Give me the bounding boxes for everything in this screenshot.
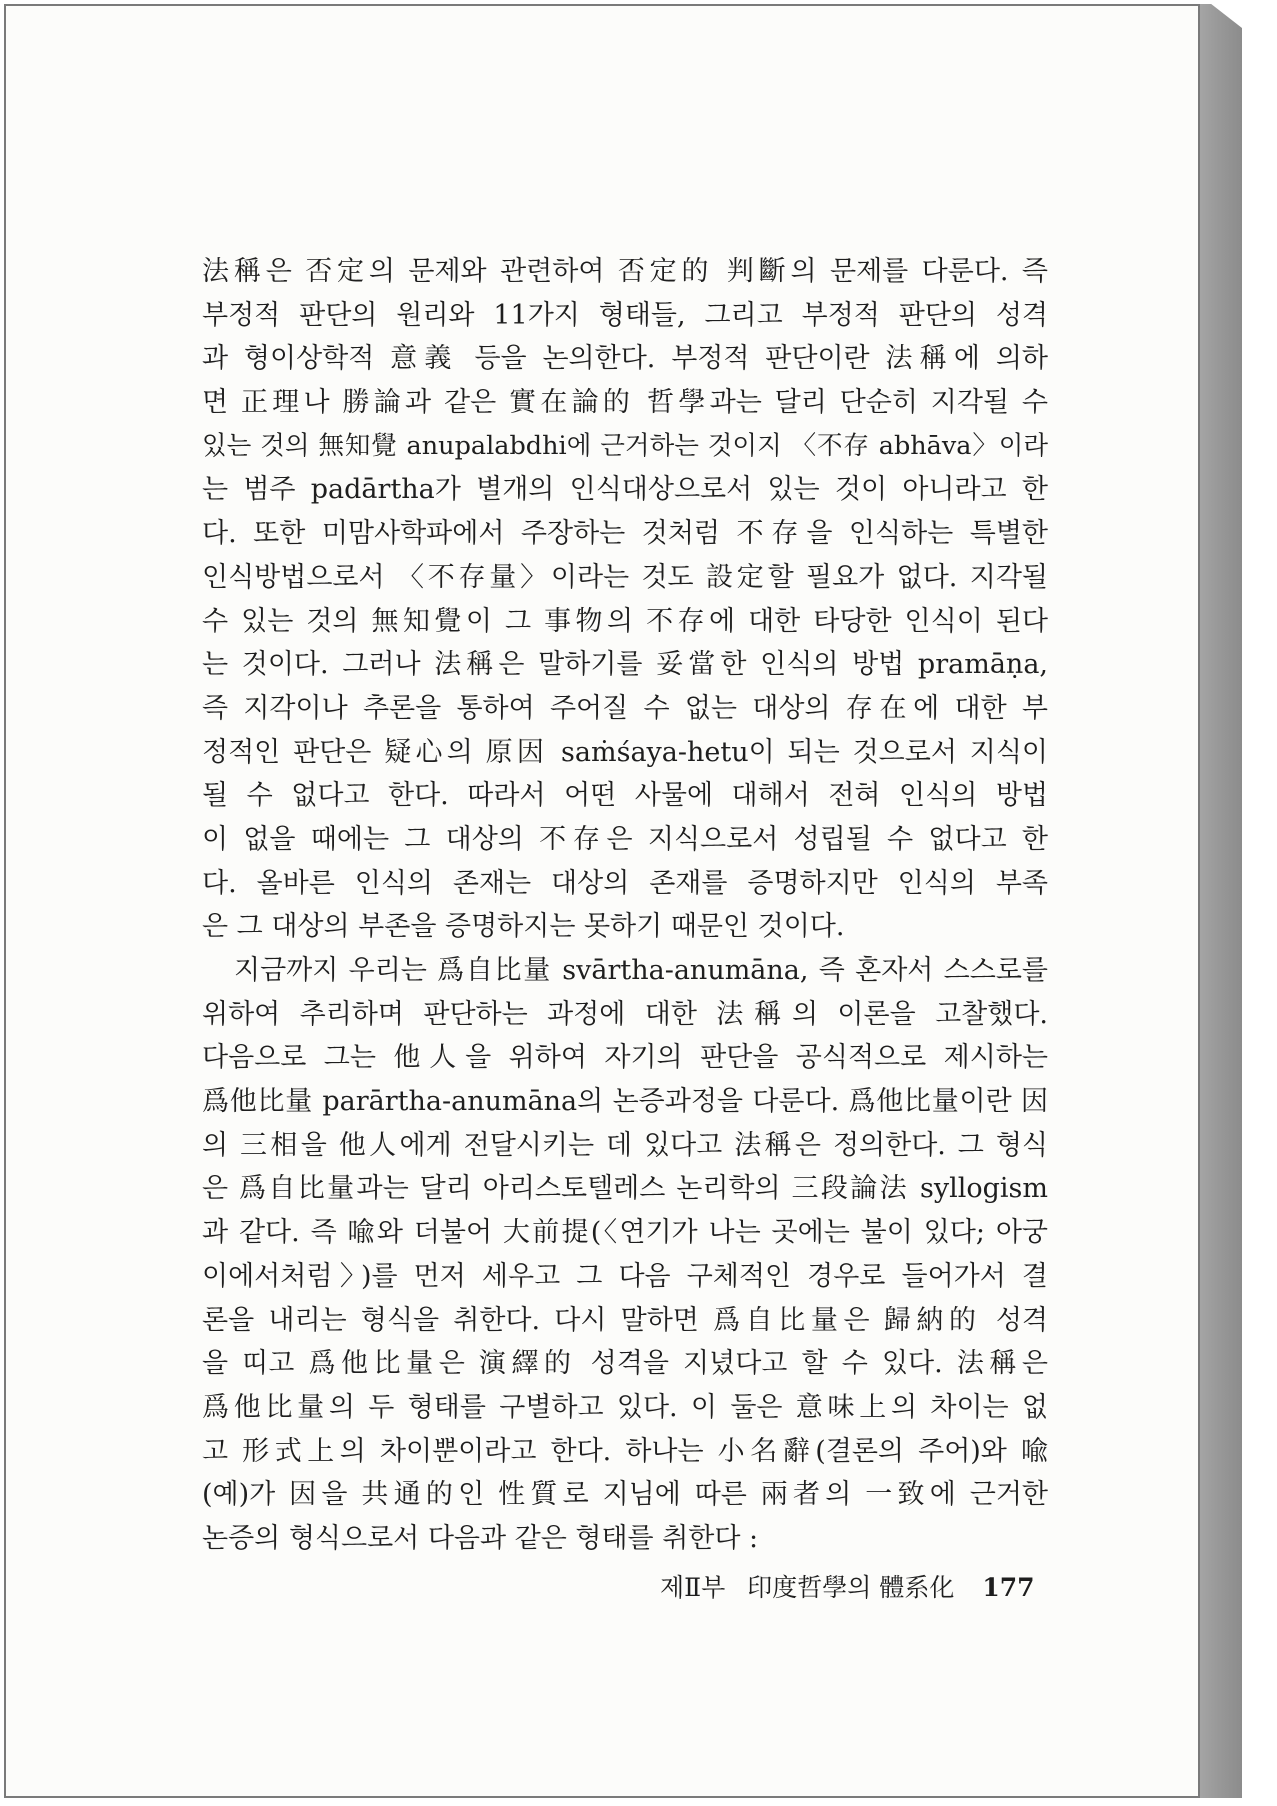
text-line: 는 것이다. 그러나 法稱은 말하기를 妥當한 인식의 방법 pramāṇa, xyxy=(202,649,1048,681)
text-line: 수 있는 것의 無知覺이 그 事物의 不存에 대한 타당한 인식이 된다 xyxy=(202,605,1048,637)
text-line: 을 띠고 爲他比量은 演繹的 성격을 지녔다고 할 수 있다. 法稱은 xyxy=(202,1348,1048,1380)
text-line: 다음으로 그는 他人을 위하여 자기의 판단을 공식적으로 제시하는 xyxy=(202,1042,1048,1074)
footer-chapter-title: 印度哲學의 體系化 xyxy=(747,1573,955,1602)
text-line: (예)가 因을 共通的인 性質로 지님에 따른 兩者의 一致에 근거한 xyxy=(202,1479,1048,1511)
text-line: 과 같다. 즉 喩와 더불어 大前提(〈연기가 나는 곳에는 불이 있다; 아궁 xyxy=(202,1217,1048,1249)
footer-part-label: 제Ⅱ부 xyxy=(660,1573,726,1602)
text-line: 爲他比量 parārtha-anumāna의 논증과정을 다룬다. 爲他比量이란 因 xyxy=(202,1086,1048,1118)
text-line: 이 없을 때에는 그 대상의 不存은 지식으로서 성립될 수 없다고 한 xyxy=(202,823,1048,855)
paragraph-first-line: 지금까지 우리는 爲自比量 svārtha-anumāna, 즉 혼자서 스스로를 xyxy=(234,955,1048,986)
text-line: 즉 지각이나 추론을 통하여 주어질 수 없는 대상의 存在에 대한 부 xyxy=(202,692,1048,724)
text-line: 정적인 판단은 疑心의 原因 saṁśaya-hetu이 되는 것으로서 지식이 xyxy=(202,736,1048,768)
text-line: 은 爲自比量과는 달리 아리스토텔레스 논리학의 三段論法 syllogism xyxy=(202,1173,1048,1205)
page-number: 177 xyxy=(982,1573,1035,1602)
body-text xyxy=(202,250,1048,1561)
text-line: 있는 것의 無知覺 anupalabdhi에 근거하는 것이지 〈不存 abhāva〉이라 xyxy=(202,430,1048,461)
text-line: 위하여 추리하며 판단하는 과정에 대한 法稱의 이론을 고찰했다. xyxy=(202,998,1048,1030)
text-line: 과 형이상학적 意義 등을 논의한다. 부정적 판단이란 法稱에 의하 xyxy=(202,343,1048,375)
text-line: 爲他比量의 두 형태를 구별하고 있다. 이 둘은 意味上의 차이는 없 xyxy=(202,1391,1048,1423)
text-line: 될 수 없다고 한다. 따라서 어떤 사물에 대해서 전혀 인식의 방법 xyxy=(202,780,1048,812)
text-line: 다. 올바른 인식의 존재는 대상의 존재를 증명하지만 인식의 부족 xyxy=(202,867,1048,899)
text-line: 론을 내리는 형식을 취한다. 다시 말하면 爲自比量은 歸納的 성격 xyxy=(202,1304,1048,1336)
text-line: 고 形式上의 차이뿐이라고 한다. 하나는 小名辭(결론의 주어)와 喩 xyxy=(202,1435,1048,1467)
text-line: 法稱은 否定의 문제와 관련하여 否定的 判斷의 문제를 다룬다. 즉 xyxy=(202,256,1048,287)
text-line: 다. 또한 미맘사학파에서 주장하는 것처럼 不存을 인식하는 특별한 xyxy=(202,518,1048,550)
book-spine-edge xyxy=(1198,4,1242,1798)
text-line: 이에서처럼〉)를 먼저 세우고 그 다음 구체적인 경우로 들어가서 결 xyxy=(202,1260,1048,1292)
text-line: 면 正理나 勝論과 같은 實在論的 哲學과는 달리 단순히 지각될 수 xyxy=(202,387,1048,419)
text-line: 는 범주 padārtha가 별개의 인식대상으로서 있는 것이 아니라고 한 xyxy=(202,474,1048,506)
text-line: 의 三相을 他人에게 전달시키는 데 있다고 法稱은 정의한다. 그 형식 xyxy=(202,1129,1048,1161)
paragraph-last-line: 은 그 대상의 부존을 증명하지는 못하기 때문인 것이다. xyxy=(202,911,845,943)
paragraph-last-line: 논증의 형식으로서 다음과 같은 형태를 취한다 : xyxy=(202,1522,759,1554)
text-line: 인식방법으로서 〈不存量〉이라는 것도 設定할 필요가 없다. 지각될 xyxy=(202,561,1048,593)
running-footer xyxy=(660,1568,1050,1608)
text-line: 부정적 판단의 원리와 11가지 형태들, 그리고 부정적 판단의 성격 xyxy=(202,299,1048,331)
